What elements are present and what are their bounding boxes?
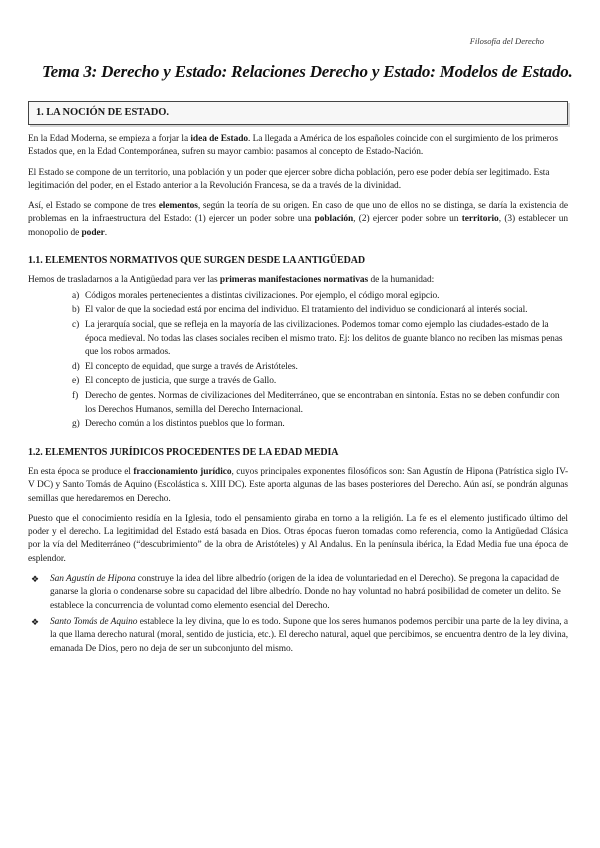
list-item: d) El concepto de equidad, que surge a través de Aristóteles.	[72, 361, 298, 372]
list-item: g) Derecho común a los distintos pueblos que lo forman.	[72, 419, 285, 430]
list-item: c) La jerarquía social, que se refleja en la mayoría de las civilizaciones. Podemos tomar como ejemplo las ciudades-estado de la época medieval. No todas las clases sociales reciben el mismo trato. Ej: los delitos de guante blanco no reciben las mismas penas que los robos armados.	[72, 320, 563, 357]
diamond-bullet-icon: ❖	[31, 616, 40, 627]
subsection-heading: 1.1. ELEMENTOS NORMATIVOS QUE SURGEN DESDE LA ANTIGÜEDAD	[28, 255, 365, 267]
running-header: Filosofía del Derecho	[469, 36, 544, 46]
subsection-heading: 1.2. ELEMENTOS JURÍDICOS PROCEDENTES DE LA EDAD MEDIA	[28, 446, 339, 458]
list-item: a) Códigos morales pertenecientes a distintas civilizaciones. Por ejemplo, el código moral egipcio.	[72, 290, 440, 301]
section-heading: 1. LA NOCIÓN DE ESTADO.	[36, 107, 169, 118]
bullet-list	[28, 573, 568, 656]
paragraph: Así, el Estado se compone de tres elementos, según la teoría de su origen. En caso de que uno de ellos no se distinga, se daría la existencia de problemas en la infraestructura del Estado: (1) ejercer un poder sobre una población, (2) ejercer poder sobre un territorio, (3) establecer un monopolio de poder.	[28, 201, 568, 238]
section-heading-box	[28, 101, 568, 125]
list-item: e) El concepto de justicia, que surge a través de Gallo.	[72, 376, 277, 387]
list-item: f) Derecho de gentes. Normas de civilizaciones del Mediterráneo, que se encontraban en sintonía. Estas no se deben confundir con los Derechos Humanos, semilla del Derecho Internacional.	[72, 391, 560, 415]
paragraph: En la Edad Moderna, se empieza a forjar la idea de Estado. La llegada a América de los españoles coincide con el surgimiento de los primeros Estados que, en la Edad Contemporánea, sufren su mayor cambio: pasamos al concepto de Estado-Nación.	[28, 134, 558, 158]
list-item: ❖ San Agustín de Hipona construye la idea del libre albedrío (origen de la idea de voluntariedad en el Derecho). Se pregona la capacidad de ganarse la gloria o condenarse sobre su capacidad del libre albedrío. Donde no hay voluntad no habrá posibilidad de cometer un delito. Se establece la concurrencia de voluntad como elemento esencial del Derecho.	[31, 574, 561, 611]
diamond-bullet-icon: ❖	[31, 574, 40, 585]
paragraph: Puesto que el conocimiento residía en la Iglesia, todo el pensamiento giraba en torno a la religión. La fe es el elemento justificado último del poder y el derecho. La legitimidad del Estado está basada en Dios. Otras épocas fueron tomadas como referencia, como la Antigüedad Clásica por la vía del Mediterráneo (“descubrimiento” de la obra de Aristóteles) y Al Andalus. En la península ibérica, la Edad Media fue una época de esplendor.	[28, 513, 568, 564]
document-body	[28, 133, 568, 659]
list-item: b) El valor de que la sociedad está por encima del individuo. El tratamiento del individuo se condicionará al interés social.	[72, 305, 528, 316]
paragraph: El Estado se compone de un territorio, una población y un poder que ejercer sobre dicha población, pero ese poder debía ser legitimado. Esta legitimación del poder, en el Estado anterior a la Revolución Francesa, se da a través de la divinidad.	[28, 167, 550, 191]
page-title: Tema 3: Derecho y Estado: Relaciones Derecho y Estado: Modelos de Estado.	[42, 62, 573, 81]
paragraph: Hemos de trasladarnos a la Antigüedad para ver las primeras manifestaciones normativas de la humanidad:	[28, 275, 435, 286]
lettered-list	[28, 290, 568, 432]
list-item: ❖ Santo Tomás de Aquino establece la ley divina, que lo es todo. Supone que los seres humanos podemos percibir una parte de la ley divina, a la que llama derecho natural (moral, sentido de justicia, etc.). El derecho natural, aquel que percibimos, se encuentra dentro de la ley divina, emanada De Dios, pero no deja de ser un subconjunto del mismo.	[31, 616, 568, 654]
paragraph: En esta época se produce el fraccionamiento jurídico, cuyos principales exponentes filosóficos son: San Agustín de Hipona (Patrística siglo IV-V DC) y Santo Tomás de Aquino (Escolástica s. XIII DC). Este aporta algunas de las bases posteriores del Derecho. Aún así, se pondrán algunas semillas que heredaremos en Derecho.	[28, 466, 569, 504]
